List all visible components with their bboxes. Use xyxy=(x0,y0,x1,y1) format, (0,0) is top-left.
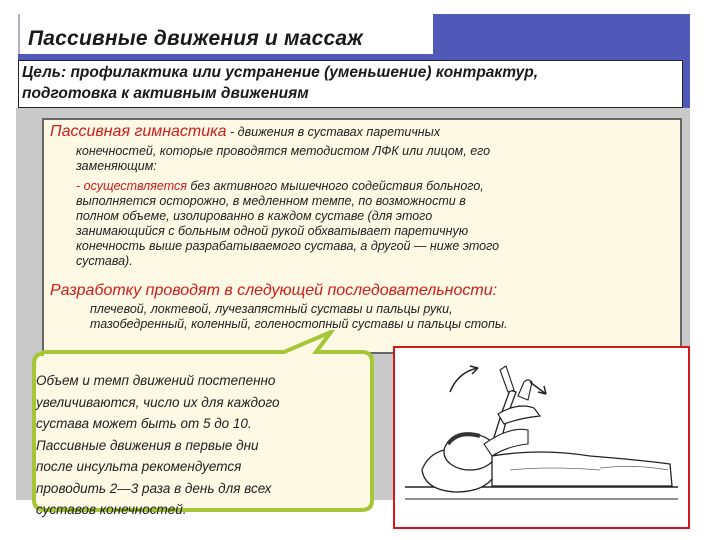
passive-gym-item-line-4: занимающийся с больным одной рукой обхватывает паретичную xyxy=(76,224,469,238)
callout-line-7: суставов конечностей. xyxy=(36,502,187,517)
passive-gym-item-line-2: выполняется осторожно, в медленном темпе, по возможности в xyxy=(76,194,466,208)
goal-text xyxy=(22,62,682,104)
callout-line-1: Объем и темп движений постепенно xyxy=(36,373,276,388)
callout-line-4: Пассивные движения в первые дни xyxy=(36,437,259,453)
callout-line-3: сустава может быть от 5 до 10. xyxy=(36,416,252,431)
passive-gym-item-line-6: сустава). xyxy=(76,254,133,268)
passive-gym-item xyxy=(76,179,676,194)
callout-line-5: после инсульта рекомендуется xyxy=(36,459,242,474)
passive-gym-line-1: конечностей, которые проводятся методистом ЛФК или лицом, его xyxy=(76,144,491,158)
callout-line-2: увеличиваются, число их для каждого xyxy=(36,394,280,410)
passive-gym-line-2: заменяющим: xyxy=(76,159,157,173)
sequence-line-2: тазобедренный, коленный, голеностопный суставы и пальцы стопы. xyxy=(90,317,508,331)
passive-gym-heading: Пассивная гимнастика xyxy=(50,123,227,140)
page-title: Пассивные движения и массаж xyxy=(28,27,363,50)
goal-label: Цель: xyxy=(22,64,67,81)
sequence-heading: Разработку проводят в следующей последовательности: xyxy=(50,282,498,299)
passive-gym-item-prefix: - осуществляется xyxy=(76,179,187,193)
passive-gym-item-line-1: без активного мышечного содействия больного, xyxy=(186,179,484,193)
passive-gym-item-line-5: конечность выше разрабатываемого сустава, а другой — ниже этого xyxy=(76,239,500,253)
passive-exercise-illustration xyxy=(400,352,683,522)
passive-gym-intro: - движения в суставах паретичных xyxy=(226,125,441,139)
goal-line2: подготовка к активным движениям xyxy=(22,85,309,102)
callout-text xyxy=(36,370,376,521)
goal-line1: профилактика или устранение (уменьшение) контрактур, xyxy=(70,64,539,81)
callout-line-6: проводить 2—3 раза в день для всех xyxy=(36,480,272,496)
passive-gym-paragraph xyxy=(50,124,680,140)
passive-gym-item-line-3: полном объеме, изолированно в каждом суставе (для этого xyxy=(76,209,433,223)
sequence-line-1: плечевой, локтевой, лучезапястный суставы и пальцы руки, xyxy=(90,302,453,316)
